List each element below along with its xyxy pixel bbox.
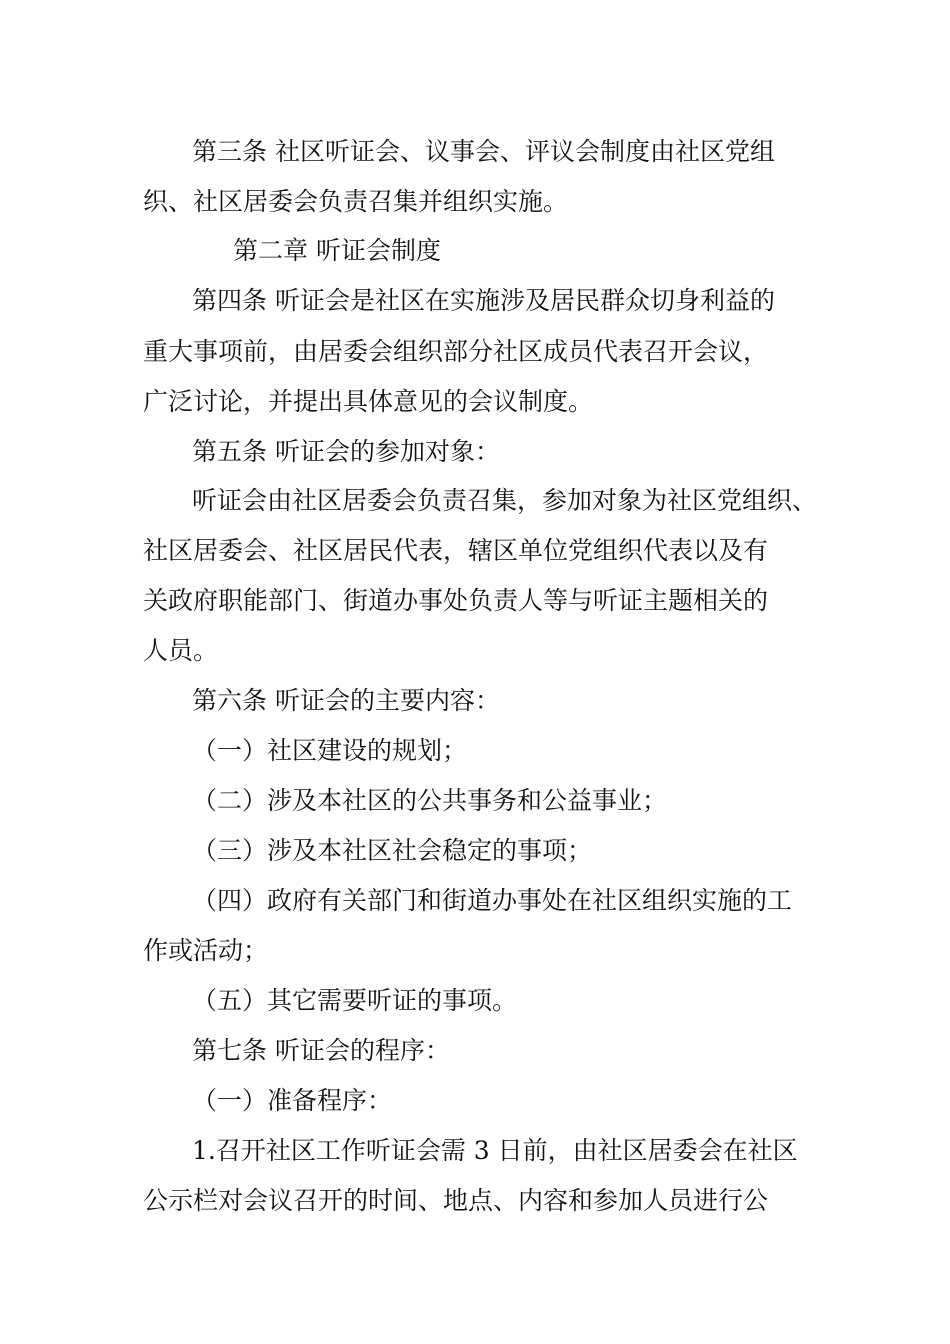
article-6-item-3: （三）涉及本社区社会稳定的事项； <box>192 836 593 865</box>
article-7-step-1-line-2: 公示栏对会议召开的时间、地点、内容和参加人员进行公 <box>143 1186 769 1215</box>
article-6-heading: 第六条 听证会的主要内容： <box>192 686 500 715</box>
article-6-item-1: （一）社区建设的规划； <box>192 736 468 765</box>
article-3-line-1: 第三条 社区听证会、议事会、评议会制度由社区党组 <box>192 137 775 166</box>
article-6-item-2: （二）涉及本社区的公共事务和公益事业； <box>192 786 668 815</box>
article-4-line-1: 第四条 听证会是社区在实施涉及居民群众切身利益的 <box>192 286 775 315</box>
article-4-line-3: 广泛讨论，并提出具体意见的会议制度。 <box>143 387 594 416</box>
article-5-body-line-4: 人员。 <box>143 636 219 665</box>
article-5-body-line-3: 关政府职能部门、街道办事处负责人等与听证主题相关的 <box>143 586 769 615</box>
article-6-item-5: （五）其它需要听证的事项。 <box>192 986 518 1015</box>
article-5-body-line-2: 社区居委会、社区居民代表，辖区单位党组织代表以及有 <box>143 536 769 565</box>
article-3-line-2: 织、社区居委会负责召集并组织实施。 <box>143 187 569 216</box>
article-4-line-2: 重大事项前，由居委会组织部分社区成员代表召开会议， <box>143 337 769 366</box>
article-5-body-line-1: 听证会由社区居委会负责召集，参加对象为社区党组织、 <box>192 486 818 515</box>
article-7-step-1-line-1: 1.召开社区工作听证会需 3 日前，由社区居委会在社区 <box>192 1136 798 1165</box>
article-5-heading: 第五条 听证会的参加对象： <box>192 437 500 466</box>
article-6-item-4-line-1: （四）政府有关部门和街道办事处在社区组织实施的工 <box>192 886 793 915</box>
article-6-item-4-line-2: 作或活动； <box>143 936 269 965</box>
chapter-2-heading: 第二章 听证会制度 <box>233 236 441 265</box>
article-7-subheading-1: （一）准备程序： <box>192 1086 393 1115</box>
article-7-heading: 第七条 听证会的程序： <box>192 1036 450 1065</box>
